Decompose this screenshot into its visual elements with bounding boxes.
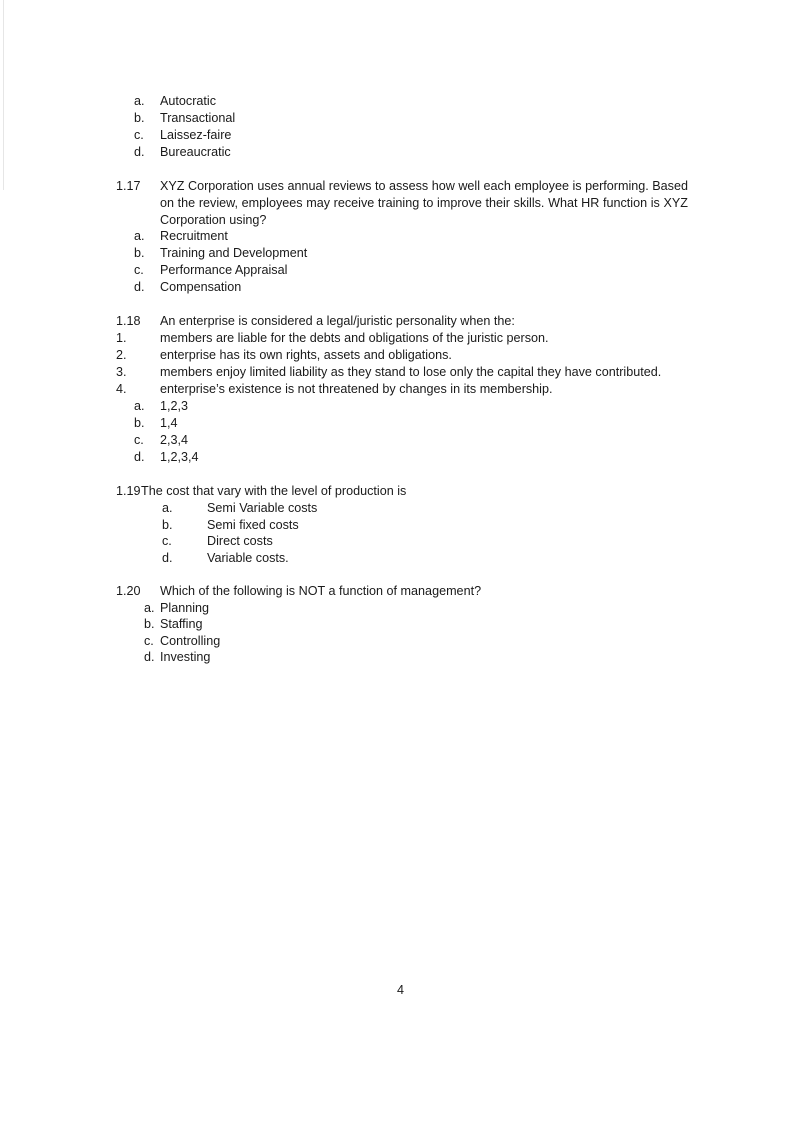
option-letter: d. [134,280,145,294]
option-text: Semi Variable costs [207,501,318,515]
option-text: Bureaucratic [160,145,231,159]
question-number: 1.20 [116,584,141,598]
option-letter: c. [134,263,144,277]
question-text: The cost that vary with the level of production is [141,484,407,498]
question-number: 1.17 [116,179,141,193]
statement-text: enterprise’s existence is not threatened by changes in its membership. [160,382,553,396]
option-letter: c. [144,634,154,648]
option-text: 1,2,3 [160,399,189,413]
option-letter: a. [134,399,145,413]
option-text: 2,3,4 [160,433,189,447]
option-text: Compensation [160,280,242,294]
option-letter: a. [134,229,145,243]
option-letter: d. [134,145,145,159]
question-text: An enterprise is considered a legal/juristic personality when the: [160,314,515,328]
option-text: Staffing [160,617,203,631]
option-text: Investing [160,650,211,664]
option-text: Recruitment [160,229,228,243]
option-text: 1,2,3,4 [160,450,199,464]
option-letter: b. [134,111,145,125]
option-text: Transactional [160,111,236,125]
option-text: 1,4 [160,416,178,430]
option-text: Controlling [160,634,221,648]
statement-text: members enjoy limited liability as they stand to lose only the capital they have contributed. [160,365,662,379]
option-letter: a. [144,601,155,615]
option-letter: d. [162,551,173,565]
statement-number: 2. [116,348,127,362]
statement-number: 3. [116,365,127,379]
option-text: Planning [160,601,210,615]
option-text: Autocratic [160,94,216,108]
option-letter: b. [144,617,155,631]
option-letter: a. [134,94,145,108]
question-text: Which of the following is NOT a function of management? [160,584,482,598]
option-letter: c. [134,128,144,142]
option-text: Variable costs. [207,551,289,565]
page-number: 4 [397,983,405,997]
option-letter: b. [134,416,145,430]
question-number: 1.18 [116,314,141,328]
option-letter: d. [134,450,145,464]
question-text: XYZ Corporation uses annual reviews to assess how well each employee is performing. Based on the review, employees may receive training to improve their skills. What HR function is XYZ Corporation using? [160,179,688,227]
option-letter: c. [134,433,144,447]
scan-edge [3,0,4,190]
option-letter: c. [162,534,172,548]
statement-text: members are liable for the debts and obligations of the juristic person. [160,331,549,345]
option-letter: a. [162,501,173,515]
option-letter: d. [144,650,155,664]
statement-text: enterprise has its own rights, assets and obligations. [160,348,452,362]
statement-number: 1. [116,331,127,345]
option-text: Performance Appraisal [160,263,288,277]
option-text: Laissez-faire [160,128,232,142]
option-text: Semi fixed costs [207,518,299,532]
option-letter: b. [134,246,145,260]
option-text: Training and Development [160,246,308,260]
option-letter: b. [162,518,173,532]
question-number: 1.19 [116,484,141,498]
statement-number: 4. [116,382,127,396]
option-text: Direct costs [207,534,273,548]
